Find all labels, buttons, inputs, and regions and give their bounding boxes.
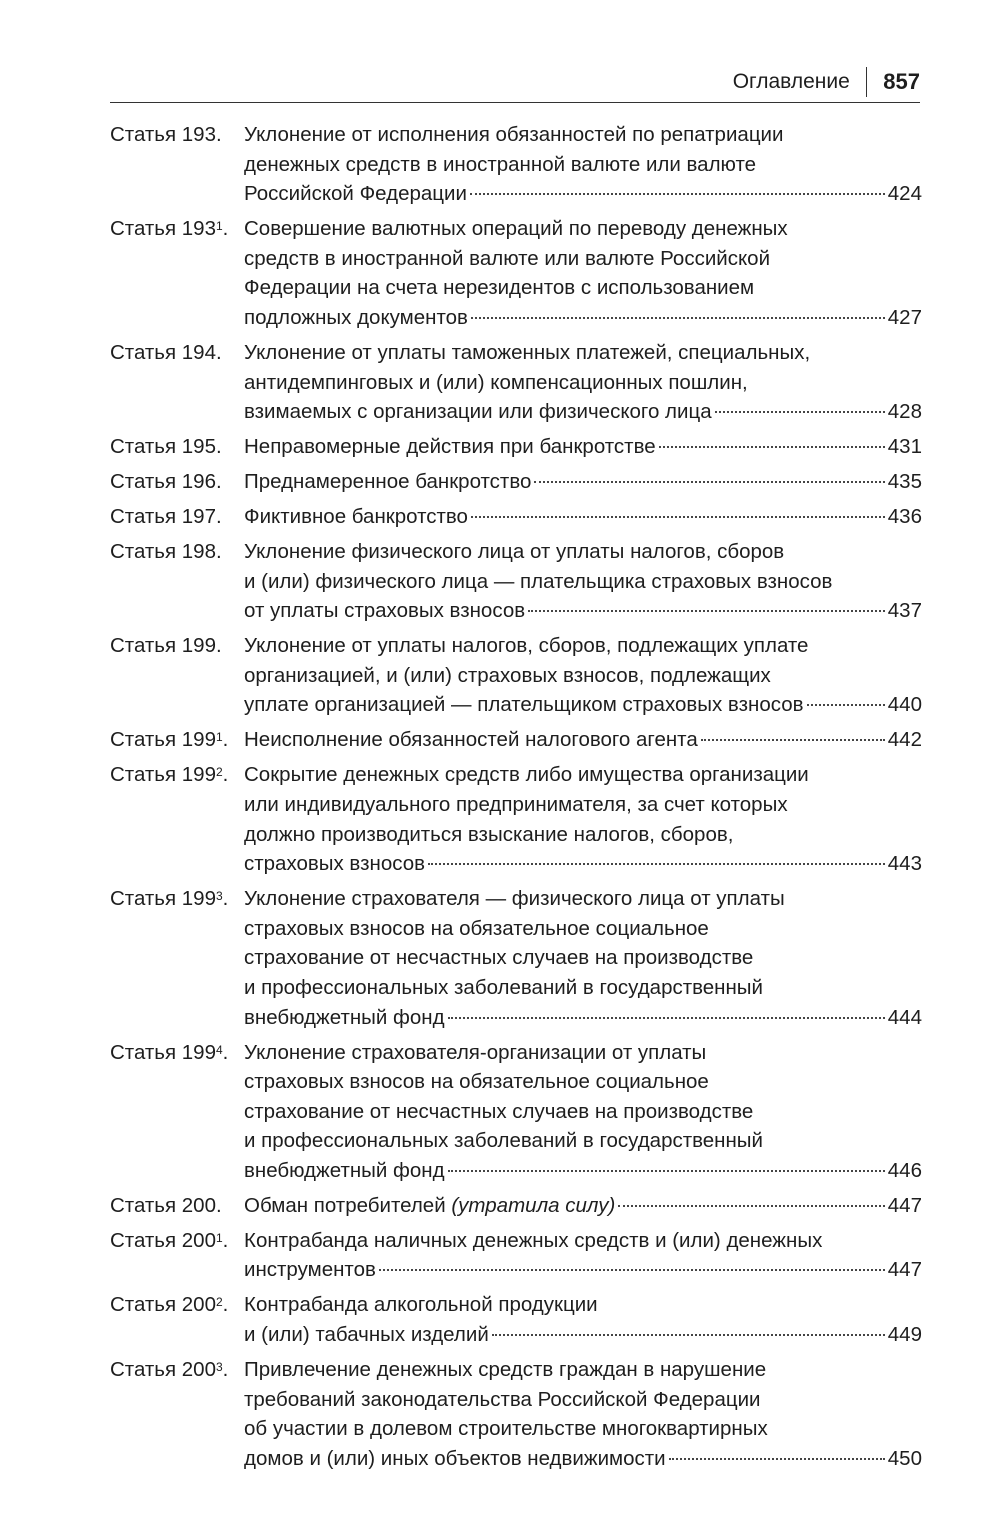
entry-label-superscript: 4 — [215, 1042, 223, 1057]
entry-title-line — [244, 1255, 922, 1285]
entry-label-text: Статья 196 — [110, 470, 216, 494]
dot-leader — [448, 1170, 885, 1172]
entry-label-text: Статья 193 — [110, 123, 216, 146]
entry-page-number: 447 — [887, 1258, 922, 1282]
entry-title-line: Уклонение физического лица от уплаты налогов, сборов — [244, 540, 785, 564]
entry-label-text: Статья 199 — [110, 887, 216, 911]
entry-title — [244, 725, 922, 755]
entry-title-line: Уклонение от исполнения обязанностей по репатриации — [244, 123, 784, 146]
entry-page-number: 428 — [887, 400, 922, 424]
entry-title — [244, 760, 922, 878]
entry-label: Статья $200^2$. — [110, 1293, 229, 1317]
dot-leader — [534, 481, 884, 483]
entry-label-superscript: 3 — [215, 889, 223, 904]
entry-title — [244, 631, 922, 720]
entry-label: Статья $199^2$. — [110, 763, 229, 787]
entry-title-line — [244, 849, 922, 879]
entry-page-number: 424 — [887, 182, 922, 206]
entry-title — [244, 537, 922, 626]
toc-entry[interactable] — [110, 1290, 922, 1349]
entry-title — [244, 1038, 922, 1186]
entry-label: Статья $200^1$. — [110, 1228, 229, 1252]
entry-title-line — [244, 467, 922, 497]
entry-title-line — [244, 1003, 922, 1033]
entry-title-line: и (или) физического лица — плательщика страховых взносов — [244, 569, 833, 593]
entry-label: Статья $200^3$. — [110, 1358, 229, 1382]
entry-label: Статья 200. — [110, 1193, 222, 1217]
dot-leader — [471, 516, 885, 518]
entry-label-text: Статья 198 — [110, 540, 216, 564]
entry-title-line: Контрабанда наличных денежных средств и (или) денежных — [244, 1228, 823, 1252]
entry-page-number: 450 — [887, 1446, 922, 1470]
toc-entry[interactable] — [110, 432, 922, 462]
entry-title-line — [244, 690, 922, 720]
toc-entry[interactable] — [110, 725, 922, 755]
entry-note: (утратила силу) — [451, 1193, 616, 1217]
entry-label-text: Статья 199 — [110, 763, 216, 787]
entry-title-line — [244, 179, 922, 209]
entry-title — [244, 120, 922, 209]
entry-title-line — [244, 303, 922, 333]
entry-title-line: Совершение валютных операций по переводу денежных — [244, 217, 788, 241]
entry-label-text: Статья 200 — [110, 1228, 216, 1252]
running-header — [110, 62, 920, 103]
toc-entry[interactable] — [110, 502, 922, 532]
entry-label-text: Статья 193 — [110, 217, 216, 241]
toc-entry[interactable] — [110, 884, 922, 1032]
entry-title-line: Привлечение денежных средств граждан в нарушение — [244, 1358, 767, 1382]
entry-title-line: средств в иностранной валюте или валюте Российской — [244, 246, 771, 270]
dot-leader — [471, 317, 885, 319]
entry-title-line: Уклонение страхователя-организации от уплаты — [244, 1040, 707, 1064]
entry-label: Статья 195. — [110, 435, 222, 459]
dot-leader — [701, 739, 885, 741]
entry-title-text: Неправомерные действия при банкротстве — [244, 435, 656, 459]
entry-title — [244, 214, 922, 332]
entry-title-text: и (или) табачных изделий — [244, 1323, 489, 1347]
entry-title-line: Сокрытие денежных средств либо имущества организации — [244, 763, 809, 787]
entry-page-number: 435 — [887, 470, 922, 494]
toc-entry[interactable] — [110, 1038, 922, 1186]
entry-title-line — [244, 596, 922, 626]
entry-label-text: Статья 199 — [110, 1040, 216, 1064]
entry-title-line: и профессиональных заболеваний в государственный — [244, 1129, 763, 1153]
entry-label-text: Статья 195 — [110, 435, 216, 459]
entry-label: Статья 197. — [110, 505, 222, 529]
entry-label-superscript: 1 — [215, 1230, 223, 1245]
entry-page-number: 440 — [887, 693, 922, 717]
entry-title-line — [244, 1320, 922, 1350]
toc-entry[interactable] — [110, 1191, 922, 1221]
entry-label: Статья 193. — [110, 123, 222, 146]
entry-title-line: Контрабанда алкогольной продукции — [244, 1293, 598, 1317]
entry-label: Статья 196. — [110, 470, 222, 494]
entry-title — [244, 1226, 922, 1285]
entry-title-line: организацией, и (или) страховых взносов, подлежащих — [244, 663, 771, 687]
header-title: Оглавление — [732, 70, 850, 93]
entry-title-line: должно производиться взыскание налогов, сборов, — [244, 822, 734, 846]
header-page-number: 857 — [883, 69, 920, 94]
toc-entry[interactable] — [110, 214, 922, 332]
entry-title — [244, 502, 922, 532]
entry-title-text: домов и (или) иных объектов недвижимости — [244, 1446, 666, 1470]
entry-title-line: антидемпинговых и (или) компенсационных пошлин, — [244, 370, 748, 394]
entry-title-line: страхование от несчастных случаев на производстве — [244, 1099, 754, 1123]
entry-label-text: Статья 200 — [110, 1193, 216, 1217]
entry-label: Статья $199^4$. — [110, 1040, 229, 1064]
entry-page-number: 431 — [887, 435, 922, 459]
table-of-contents — [110, 120, 922, 1479]
entry-label-text: Статья 199 — [110, 728, 216, 752]
entry-title-line: Федерации на счета нерезидентов с использованием — [244, 276, 755, 300]
entry-page-number: 437 — [887, 599, 922, 623]
dot-leader — [669, 1458, 885, 1460]
entry-label-superscript: 1 — [215, 219, 223, 234]
entry-page-number: 442 — [887, 728, 922, 752]
entry-page-number: 436 — [887, 505, 922, 529]
entry-label: Статья 198. — [110, 540, 222, 564]
entry-title-line: Уклонение страхователя — физического лица от уплаты — [244, 887, 785, 911]
entry-title — [244, 1355, 922, 1473]
entry-page-number: 443 — [887, 852, 922, 876]
entry-title — [244, 1290, 922, 1349]
entry-label: Статья 199. — [110, 634, 222, 658]
entry-title-text: инструментов — [244, 1258, 376, 1282]
entry-label-text: Статья 200 — [110, 1293, 216, 1317]
entry-title-text: внебюджетный фонд — [244, 1005, 445, 1029]
entry-label-superscript: 2 — [215, 1295, 223, 1310]
toc-entry[interactable] — [110, 631, 922, 720]
dot-leader — [470, 193, 885, 195]
entry-label-text: Статья 199 — [110, 634, 216, 658]
entry-label-superscript: 1 — [215, 730, 223, 745]
entry-title-text: взимаемых с организации или физического лица — [244, 400, 712, 424]
entry-title-text: уплате организацией — плательщиком страховых взносов — [244, 693, 804, 717]
entry-title-line: страховых взносов на обязательное социальное — [244, 916, 709, 940]
dot-leader — [807, 704, 885, 706]
toc-entry[interactable] — [110, 120, 922, 209]
entry-title-text: от уплаты страховых взносов — [244, 599, 526, 623]
entry-label: Статья $193^1$. — [110, 217, 229, 241]
dot-leader — [618, 1205, 885, 1207]
entry-title-text: Неисполнение обязанностей налогового агента — [244, 728, 698, 752]
entry-page-number: 444 — [887, 1005, 922, 1029]
entry-page-number: 447 — [887, 1193, 922, 1217]
dot-leader — [659, 446, 885, 448]
entry-title-line — [244, 432, 922, 462]
entry-page-number: 446 — [887, 1158, 922, 1182]
entry-title — [244, 884, 922, 1032]
entry-title-line: страховых взносов на обязательное социальное — [244, 1070, 709, 1094]
entry-title-text: Фиктивное банкротство — [244, 505, 468, 529]
entry-label-text: Статья 194 — [110, 340, 216, 364]
dot-leader — [448, 1017, 885, 1019]
toc-entry[interactable] — [110, 760, 922, 878]
entry-title-line — [244, 725, 922, 755]
entry-title-line — [244, 1191, 922, 1221]
entry-page-number: 449 — [887, 1323, 922, 1347]
dot-leader — [379, 1269, 885, 1271]
entry-title-line — [244, 1156, 922, 1186]
entry-label-superscript: 3 — [215, 1360, 223, 1375]
entry-title-line — [244, 1444, 922, 1474]
dot-leader — [528, 610, 885, 612]
entry-page-number: 427 — [887, 305, 922, 329]
entry-title-line: и профессиональных заболеваний в государственный — [244, 975, 763, 999]
entry-title — [244, 432, 922, 462]
entry-title-line: требований законодательства Российской Федерации — [244, 1387, 761, 1411]
dot-leader — [715, 411, 885, 413]
entry-title-line: или индивидуального предпринимателя, за счет которых — [244, 792, 788, 816]
entry-label-text: Статья 197 — [110, 505, 216, 529]
entry-label-superscript: 2 — [215, 765, 223, 780]
entry-title-text: подложных документов — [244, 305, 468, 329]
entry-label: Статья $199^1$. — [110, 728, 229, 752]
entry-title — [244, 1191, 922, 1221]
toc-entry[interactable] — [110, 537, 922, 626]
dot-leader — [492, 1334, 885, 1336]
entry-title-text: Преднамеренное банкротство — [244, 470, 532, 494]
entry-title-line — [244, 502, 922, 532]
dot-leader — [428, 863, 885, 865]
entry-title-line: денежных средств в иностранной валюте или валюте — [244, 152, 757, 176]
toc-entry[interactable] — [110, 1226, 922, 1285]
entry-label: Статья $199^3$. — [110, 887, 229, 911]
entry-title-text: страховых взносов — [244, 852, 425, 876]
entry-title — [244, 338, 922, 427]
entry-title-line: об участии в долевом строительстве многоквартирных — [244, 1417, 768, 1441]
entry-label-text: Статья 200 — [110, 1358, 216, 1382]
entry-title-text: Обман потребителей (утратила силу) — [244, 1193, 616, 1217]
toc-entry[interactable] — [110, 1355, 922, 1473]
entry-title-text: внебюджетный фонд — [244, 1158, 445, 1182]
entry-title-text: Российской Федерации — [244, 182, 467, 206]
entry-title-line: Уклонение от уплаты налогов, сборов, подлежащих уплате — [244, 634, 809, 658]
entry-title — [244, 467, 922, 497]
entry-title-line — [244, 397, 922, 427]
entry-title-line: Уклонение от уплаты таможенных платежей, специальных, — [244, 340, 811, 364]
toc-entry[interactable] — [110, 338, 922, 427]
entry-label: Статья 194. — [110, 340, 222, 364]
toc-entry[interactable] — [110, 467, 922, 497]
entry-title-line: страхование от несчастных случаев на производстве — [244, 946, 754, 970]
